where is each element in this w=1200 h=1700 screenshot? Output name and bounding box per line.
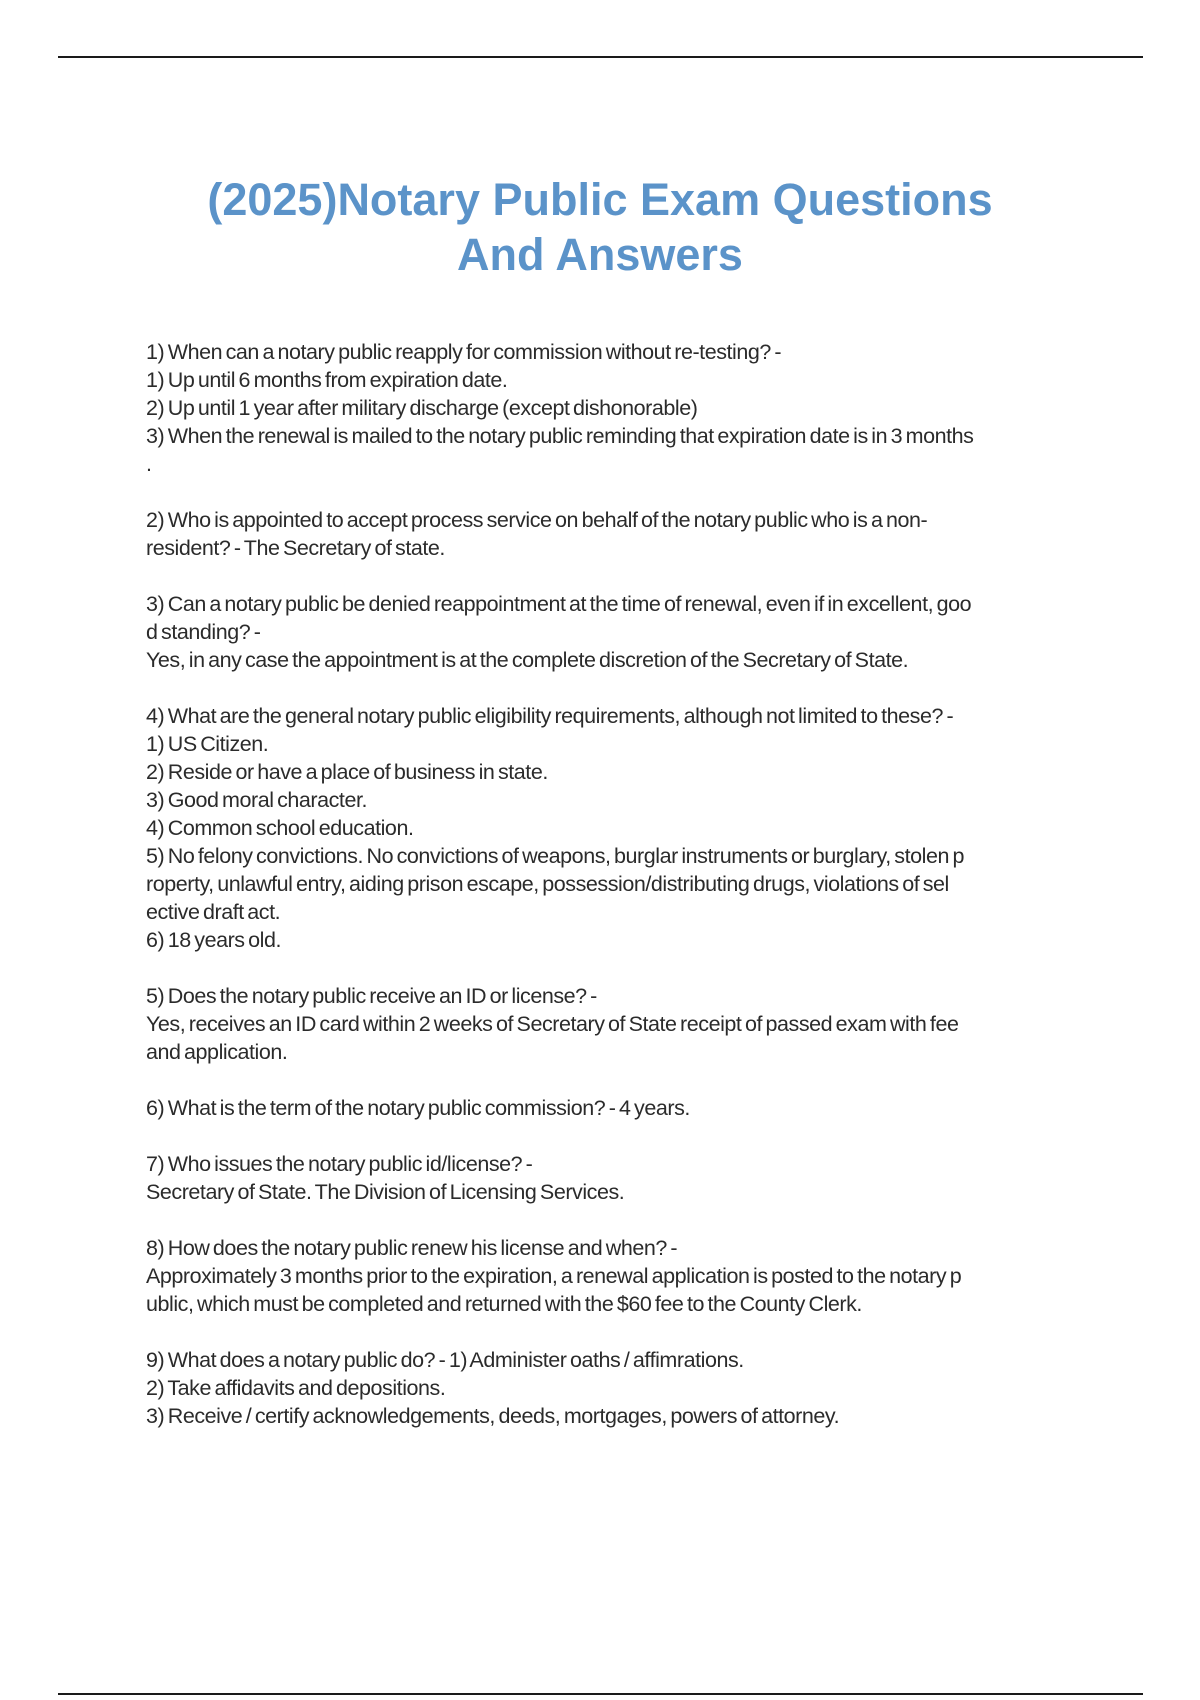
qa-line: and application. <box>146 1040 288 1064</box>
qa-item-4 <box>146 702 1096 954</box>
qa-line: 4) Common school education. <box>146 816 414 840</box>
qa-item-9 <box>146 1346 1096 1430</box>
qa-line: 1) US Citizen. <box>146 732 269 756</box>
page-title <box>100 172 1100 282</box>
qa-line: ublic, which must be completed and returned with the $60 fee to the County Clerk. <box>146 1292 862 1316</box>
qa-line: 2) Reside or have a place of business in state. <box>146 760 548 784</box>
qa-item-2 <box>146 506 1096 562</box>
qa-line: Yes, receives an ID card within 2 weeks of Secretary of State receipt of passed exam with fee <box>146 1012 959 1036</box>
qa-line: d standing? - <box>146 620 261 644</box>
qa-item-8 <box>146 1234 1096 1318</box>
qa-line: Secretary of State. The Division of Licensing Services. <box>146 1180 625 1204</box>
title-line-2: And Answers <box>457 229 743 280</box>
qa-line: 7) Who issues the notary public id/license? - <box>146 1152 533 1176</box>
qa-item-5 <box>146 982 1096 1066</box>
qa-line: 6) 18 years old. <box>146 928 281 952</box>
qa-line: 5) Does the notary public receive an ID or license? - <box>146 984 597 1008</box>
qa-line: 1) Up until 6 months from expiration date. <box>146 368 508 392</box>
qa-line: 2) Take affidavits and depositions. <box>146 1376 446 1400</box>
qa-line: 9) What does a notary public do? - 1) Administer oaths / affimrations. <box>146 1348 744 1372</box>
qa-item-3 <box>146 590 1096 674</box>
qa-line: 3) When the renewal is mailed to the notary public reminding that expiration date is in 3 months <box>146 424 974 448</box>
qa-line: Approximately 3 months prior to the expiration, a renewal application is posted to the notary p <box>146 1264 962 1288</box>
qa-line: ective draft act. <box>146 900 281 924</box>
qa-line: 3) Can a notary public be denied reappointment at the time of renewal, even if in excellent, goo <box>146 592 972 616</box>
qa-line: 2) Up until 1 year after military discharge (except dishonorable) <box>146 396 698 420</box>
qa-line: Yes, in any case the appointment is at the complete discretion of the Secretary of State. <box>146 648 909 672</box>
qa-line: 1) When can a notary public reapply for commission without re-testing? - <box>146 340 782 364</box>
qa-line: 3) Receive / certify acknowledgements, deeds, mortgages, powers of attorney. <box>146 1404 840 1428</box>
title-line-1: (2025)Notary Public Exam Questions <box>207 174 993 225</box>
qa-line: 2) Who is appointed to accept process service on behalf of the notary public who is a non- <box>146 508 928 532</box>
qa-line: 6) What is the term of the notary public commission? - 4 years. <box>146 1096 690 1120</box>
bottom-rule <box>58 1693 1143 1695</box>
qa-item-7 <box>146 1150 1096 1206</box>
qa-line: roperty, unlawful entry, aiding prison escape, possession/distributing drugs, violations of sel <box>146 872 949 896</box>
qa-line: 3) Good moral character. <box>146 788 368 812</box>
qa-list <box>146 338 1096 1458</box>
qa-line: 8) How does the notary public renew his license and when? - <box>146 1236 678 1260</box>
qa-line: 4) What are the general notary public eligibility requirements, although not limited to these? - <box>146 704 954 728</box>
qa-item-6 <box>146 1094 1096 1122</box>
qa-item-1 <box>146 338 1096 478</box>
qa-line: . <box>146 452 152 476</box>
top-rule <box>58 56 1143 58</box>
qa-line: resident? - The Secretary of state. <box>146 536 445 560</box>
qa-line: 5) No felony convictions. No convictions of weapons, burglar instruments or burglary, stolen p <box>146 844 965 868</box>
